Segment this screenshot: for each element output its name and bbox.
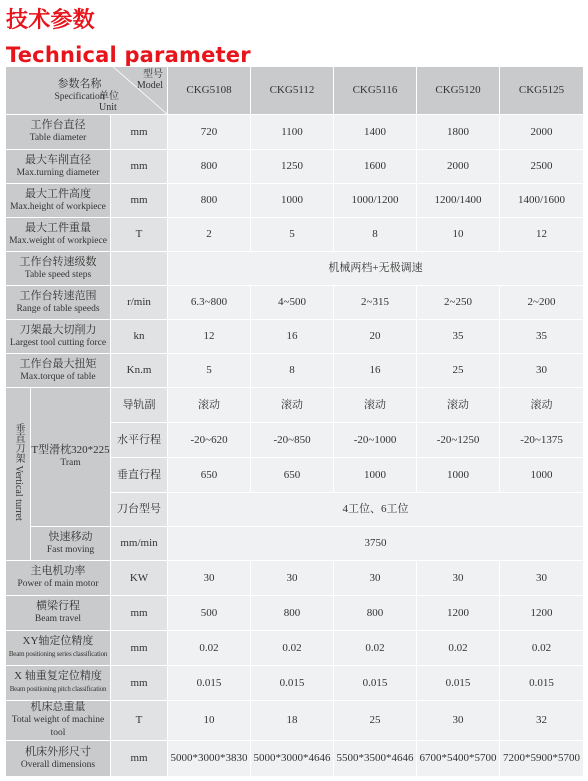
value: 12 xyxy=(203,330,215,342)
value-cell xyxy=(334,666,417,701)
vertical-turret-cn: 垂直刀架 xyxy=(13,423,24,464)
value: 20 xyxy=(369,330,381,342)
unit-value: KW xyxy=(129,571,149,584)
param-label-cell xyxy=(6,252,111,286)
table-row xyxy=(6,252,584,286)
value: 16 xyxy=(286,330,298,342)
value-cell xyxy=(168,115,251,150)
param-label-cell xyxy=(6,666,111,701)
table-row xyxy=(6,150,584,184)
value-cell xyxy=(417,115,500,150)
value: 0.015 xyxy=(529,676,554,689)
param-label-cn: X 轴重复定位精度 xyxy=(14,670,102,682)
value-cell xyxy=(417,286,500,320)
model-label xyxy=(137,69,163,91)
value: 800 xyxy=(283,606,301,619)
header-spec-cell xyxy=(6,67,168,115)
value: 1800 xyxy=(447,125,470,138)
value-cell xyxy=(334,741,417,777)
value-cell xyxy=(251,596,334,631)
value: 30 xyxy=(369,571,381,584)
value-cell xyxy=(334,320,417,354)
value-cell xyxy=(251,741,334,777)
value-cell xyxy=(251,561,334,596)
value-cell xyxy=(417,184,500,218)
value: 720 xyxy=(200,125,218,138)
value-cell xyxy=(334,354,417,388)
value: 30 xyxy=(452,571,464,584)
unit-value: mm/min xyxy=(120,537,158,549)
param-label-en: Beam travel xyxy=(34,614,82,624)
value-cell xyxy=(334,184,417,218)
param-label-en: Beam positioning series classification xyxy=(8,650,108,658)
tram-label-cn: T型滑枕320*225 xyxy=(31,444,110,456)
unit-value: mm xyxy=(130,194,148,206)
value-cell xyxy=(168,458,251,493)
value: -20~620 xyxy=(190,433,228,446)
param-label-en: Table speed steps xyxy=(24,269,92,280)
value: 2000 xyxy=(447,160,470,172)
value-cell xyxy=(251,218,334,252)
value-cell xyxy=(168,184,251,218)
unit-cell xyxy=(111,631,168,666)
value: 1000/1200 xyxy=(351,194,399,206)
unit-cell xyxy=(111,596,168,631)
value: 800 xyxy=(366,606,384,619)
value-cell xyxy=(334,701,417,741)
value-cell xyxy=(168,150,251,184)
unit-cell xyxy=(111,150,168,184)
value-span-cell xyxy=(168,493,584,527)
value-cell xyxy=(500,423,584,458)
value: 滚动 xyxy=(198,398,221,411)
value-cell xyxy=(500,354,584,388)
param-label-cn: 最大车削直径 xyxy=(25,153,91,166)
value-cell xyxy=(334,423,417,458)
param-label-cn: 工作台最大扭矩 xyxy=(19,357,97,370)
value-cell xyxy=(500,561,584,596)
value: 0.015 xyxy=(362,676,388,689)
param-label-cell xyxy=(6,218,111,252)
value: 1200/1400 xyxy=(434,194,482,206)
value-cell xyxy=(251,184,334,218)
value: 5 xyxy=(289,228,295,240)
unit-value: kn xyxy=(133,330,145,342)
param-label-cell xyxy=(6,115,111,150)
param-label-cell xyxy=(6,596,111,631)
unit-cell xyxy=(111,218,168,252)
value: 1000 xyxy=(447,468,470,481)
value: 6700*5400*5700 xyxy=(419,752,497,764)
spec-table xyxy=(5,66,584,777)
value: 1000 xyxy=(281,194,304,206)
param-label-en: Max.height of workpiece xyxy=(10,201,106,212)
value: 30 xyxy=(536,364,548,376)
unit-cell xyxy=(111,701,168,741)
param-label-en: Table diameter xyxy=(29,133,87,143)
model-header xyxy=(500,67,584,115)
value: 1600 xyxy=(364,160,387,172)
value-cell xyxy=(168,218,251,252)
value: 30 xyxy=(452,714,464,726)
value-cell xyxy=(168,388,251,423)
param-label-cell xyxy=(6,286,111,320)
value: 8 xyxy=(289,364,295,376)
value: 2~250 xyxy=(444,296,472,308)
model-name: CKG5108 xyxy=(186,84,232,96)
spec-label-en: Specification xyxy=(54,92,105,102)
param-label-en: Overall dimensions xyxy=(20,759,96,770)
unit-cell xyxy=(111,286,168,320)
value-cell xyxy=(168,741,251,777)
value-cell xyxy=(500,701,584,741)
turret-sub-label: 垂直行程 xyxy=(117,468,161,481)
value-cell xyxy=(417,354,500,388)
value: 500 xyxy=(200,606,218,619)
value: 1200 xyxy=(447,606,470,619)
model-name: CKG5120 xyxy=(435,84,481,96)
vertical-turret-en: Vertical turret xyxy=(13,465,24,521)
turret-sub-label: 水平行程 xyxy=(117,433,161,446)
turret-sub-label-cell xyxy=(111,388,168,423)
value: 2500 xyxy=(530,160,553,172)
value-cell xyxy=(334,458,417,493)
value: 650 xyxy=(200,468,218,481)
value: 10 xyxy=(203,714,215,726)
value: 35 xyxy=(452,330,464,342)
value: 18 xyxy=(286,714,298,726)
value-span: 4工位、6工位 xyxy=(342,503,409,515)
fast-moving-cn: 快速移动 xyxy=(48,530,93,543)
param-label-cell xyxy=(6,320,111,354)
title-english: Technical parameter xyxy=(6,43,251,67)
value: 0.015 xyxy=(445,676,471,689)
value-cell xyxy=(251,423,334,458)
value: 650 xyxy=(283,468,301,481)
value: 6.3~800 xyxy=(190,296,228,308)
table-row xyxy=(6,701,584,741)
value-cell xyxy=(417,666,500,701)
value-cell xyxy=(417,458,500,493)
value: 5000*3000*3830 xyxy=(170,752,248,764)
value-cell xyxy=(417,561,500,596)
value-cell xyxy=(417,320,500,354)
value: 30 xyxy=(286,571,298,584)
model-header xyxy=(334,67,417,115)
value-cell xyxy=(500,666,584,701)
table-row xyxy=(6,354,584,388)
param-label-cell xyxy=(6,701,111,741)
value: -20~1375 xyxy=(520,433,563,446)
value-cell xyxy=(500,388,584,423)
value: 0.015 xyxy=(279,676,305,689)
turret-sub-label-cell xyxy=(111,458,168,493)
value-cell xyxy=(417,423,500,458)
value: 1000 xyxy=(530,468,553,481)
value-cell xyxy=(334,218,417,252)
value: 2~200 xyxy=(527,296,556,308)
value-span-cell xyxy=(168,252,584,286)
value: 4~500 xyxy=(278,296,306,308)
param-label-cn: XY轴定位精度 xyxy=(22,635,94,647)
model-name: CKG5125 xyxy=(518,84,565,96)
value: -20~850 xyxy=(273,433,311,446)
param-label-en: Max.weight of workpiece xyxy=(9,235,107,246)
value-cell xyxy=(168,596,251,631)
value: 5000*3000*4646 xyxy=(253,752,331,764)
value-cell xyxy=(168,701,251,741)
value-cell xyxy=(500,286,584,320)
tram-cell xyxy=(31,388,111,527)
value: 0.02 xyxy=(531,641,552,654)
turret-sub-label-cell xyxy=(111,493,168,527)
param-label-en: Power of main motor xyxy=(17,579,99,589)
table-row xyxy=(6,115,584,150)
value-cell xyxy=(334,561,417,596)
value-cell xyxy=(334,115,417,150)
value: 滚动 xyxy=(447,398,470,411)
param-label-cell xyxy=(6,741,111,777)
unit-label-en: Unit xyxy=(99,102,117,113)
unit-cell xyxy=(111,354,168,388)
vertical-turret-label xyxy=(12,423,24,521)
value: 2000 xyxy=(530,125,553,138)
unit-value: mm xyxy=(130,641,148,654)
value: 35 xyxy=(536,330,548,342)
param-label-cn: 工作台直径 xyxy=(30,119,86,131)
value: 5 xyxy=(206,364,212,376)
value: 滚动 xyxy=(530,398,553,411)
value: 1250 xyxy=(281,160,304,172)
param-label-cell xyxy=(6,631,111,666)
value-cell xyxy=(168,320,251,354)
unit-cell xyxy=(111,527,168,561)
value: 2 xyxy=(206,228,212,240)
value: 800 xyxy=(200,194,218,206)
value: 10 xyxy=(452,228,464,240)
value-cell xyxy=(334,150,417,184)
value-cell xyxy=(417,388,500,423)
value-cell xyxy=(417,150,500,184)
value: 1400/1600 xyxy=(517,194,566,206)
spec-label-cn: 参数名称 xyxy=(57,78,102,90)
table-row xyxy=(6,741,584,777)
unit-value: mm xyxy=(130,160,148,172)
value-cell xyxy=(168,423,251,458)
param-label-en: Beam positioning pitch classification xyxy=(9,685,107,693)
value: 1000 xyxy=(364,468,387,481)
unit-label xyxy=(99,91,119,113)
unit-value: mm xyxy=(130,606,148,619)
value-cell xyxy=(251,701,334,741)
value: 12 xyxy=(536,228,548,240)
value: -20~1250 xyxy=(436,433,480,446)
param-label-cn: 工作台转速范围 xyxy=(19,289,97,302)
model-header xyxy=(417,67,500,115)
model-name: CKG5112 xyxy=(269,84,315,96)
value-cell xyxy=(500,218,584,252)
page-title xyxy=(6,4,251,67)
value-cell xyxy=(251,631,334,666)
value-cell xyxy=(500,741,584,777)
unit-cell xyxy=(111,320,168,354)
unit-cell xyxy=(111,561,168,596)
value-span-cell xyxy=(168,527,584,561)
value: 25 xyxy=(452,364,464,376)
unit-cell xyxy=(111,184,168,218)
unit-value: mm xyxy=(130,676,148,689)
value-cell xyxy=(500,631,584,666)
value-cell xyxy=(417,701,500,741)
value-cell xyxy=(251,388,334,423)
model-name: CKG5116 xyxy=(352,84,398,96)
value: 8 xyxy=(372,228,378,240)
value-cell xyxy=(500,184,584,218)
value-span: 3750 xyxy=(364,537,387,549)
value-cell xyxy=(417,741,500,777)
param-label-cell xyxy=(6,150,111,184)
value: 滚动 xyxy=(281,398,304,411)
value-cell xyxy=(251,115,334,150)
value-cell xyxy=(334,631,417,666)
value: 0.02 xyxy=(365,641,385,654)
value: 滚动 xyxy=(364,398,387,411)
param-label-cn: 主电机功率 xyxy=(30,565,86,577)
param-label-cell xyxy=(6,184,111,218)
value-cell xyxy=(417,218,500,252)
unit-value: T xyxy=(135,228,143,240)
param-label-cn: 机床外形尺寸 xyxy=(25,745,91,758)
value: 1400 xyxy=(364,125,387,138)
value-cell xyxy=(251,320,334,354)
table-row xyxy=(6,67,584,115)
value: 7200*5900*5700 xyxy=(503,752,581,764)
unit-cell xyxy=(111,666,168,701)
value-span: 机械两档+无极调速 xyxy=(328,262,423,274)
model-label-cn: 型号 xyxy=(143,69,164,80)
table-row xyxy=(6,666,584,701)
value: 25 xyxy=(369,714,381,726)
value-cell xyxy=(500,150,584,184)
unit-cell xyxy=(111,115,168,150)
value: 5500*3500*4646 xyxy=(336,752,414,764)
param-label-cn: 最大工件高度 xyxy=(25,187,91,200)
value: 32 xyxy=(536,714,548,726)
value-cell xyxy=(500,458,584,493)
unit-cell xyxy=(111,252,168,286)
unit-value: r/min xyxy=(127,296,151,308)
value-cell xyxy=(251,150,334,184)
param-label-en: Total weight of machine tool xyxy=(11,715,105,738)
value-cell xyxy=(334,388,417,423)
unit-value: T xyxy=(135,714,143,726)
value-cell xyxy=(251,286,334,320)
value: 16 xyxy=(369,364,381,376)
param-label-cell xyxy=(6,561,111,596)
value-cell xyxy=(334,286,417,320)
param-label-cn: 工作台转速级数 xyxy=(19,255,97,268)
value-cell xyxy=(168,631,251,666)
unit-value: mm xyxy=(130,125,148,138)
value-cell xyxy=(251,666,334,701)
param-label-en: Max.torque of table xyxy=(20,371,96,382)
value: 0.02 xyxy=(199,641,219,654)
param-label-en: Max.turning diameter xyxy=(16,167,100,178)
value: 800 xyxy=(200,160,218,172)
value-cell xyxy=(168,666,251,701)
table-row xyxy=(6,286,584,320)
param-label-cn: 刀架最大切削力 xyxy=(19,323,97,336)
value: 1200 xyxy=(530,606,553,619)
table-row xyxy=(6,561,584,596)
unit-cell xyxy=(111,741,168,777)
tram-label-en: Tram xyxy=(60,458,81,468)
param-label-cn: 横梁行程 xyxy=(36,600,80,612)
value-cell xyxy=(334,596,417,631)
value-cell xyxy=(251,354,334,388)
spec-label xyxy=(14,78,145,104)
value-cell xyxy=(417,596,500,631)
turret-sub-label-cell xyxy=(111,423,168,458)
value: 2~315 xyxy=(361,296,389,308)
value: 0.02 xyxy=(282,641,302,654)
value-cell xyxy=(168,354,251,388)
table-row xyxy=(6,184,584,218)
param-label-cn: 机床总重量 xyxy=(30,701,86,713)
table-row xyxy=(6,218,584,252)
model-header xyxy=(168,67,251,115)
value-cell xyxy=(500,115,584,150)
param-label-cell xyxy=(6,354,111,388)
title-chinese: 技术参数 xyxy=(6,8,95,33)
value: 0.015 xyxy=(196,676,222,689)
table-row xyxy=(6,631,584,666)
fast-moving-label-cell xyxy=(31,527,111,561)
turret-sub-label: 导轨副 xyxy=(122,398,156,411)
table-row xyxy=(6,527,584,561)
value-cell xyxy=(251,458,334,493)
unit-value: mm xyxy=(130,752,148,764)
param-label-en: Range of table speeds xyxy=(16,303,100,314)
value-cell xyxy=(168,286,251,320)
value-cell xyxy=(500,596,584,631)
value: 0.02 xyxy=(448,641,468,654)
vertical-turret-cell xyxy=(6,388,31,561)
param-label-en: Largest tool cutting force xyxy=(9,337,107,348)
table-row xyxy=(6,596,584,631)
value: 30 xyxy=(203,571,215,584)
turret-sub-label: 刀台型号 xyxy=(117,503,161,515)
fast-moving-en: Fast moving xyxy=(46,544,95,555)
unit-label-cn: 单位 xyxy=(99,91,120,102)
value: 1100 xyxy=(281,125,303,138)
value-cell xyxy=(500,320,584,354)
model-header xyxy=(251,67,334,115)
value: 30 xyxy=(536,571,548,584)
model-label-en: Model xyxy=(136,80,164,91)
param-label-cn: 最大工件重量 xyxy=(25,221,91,234)
value-cell xyxy=(417,631,500,666)
value-cell xyxy=(168,561,251,596)
table-row xyxy=(6,320,584,354)
value: -20~1000 xyxy=(353,433,397,446)
table-row xyxy=(6,388,584,423)
unit-value: Kn.m xyxy=(126,364,152,376)
